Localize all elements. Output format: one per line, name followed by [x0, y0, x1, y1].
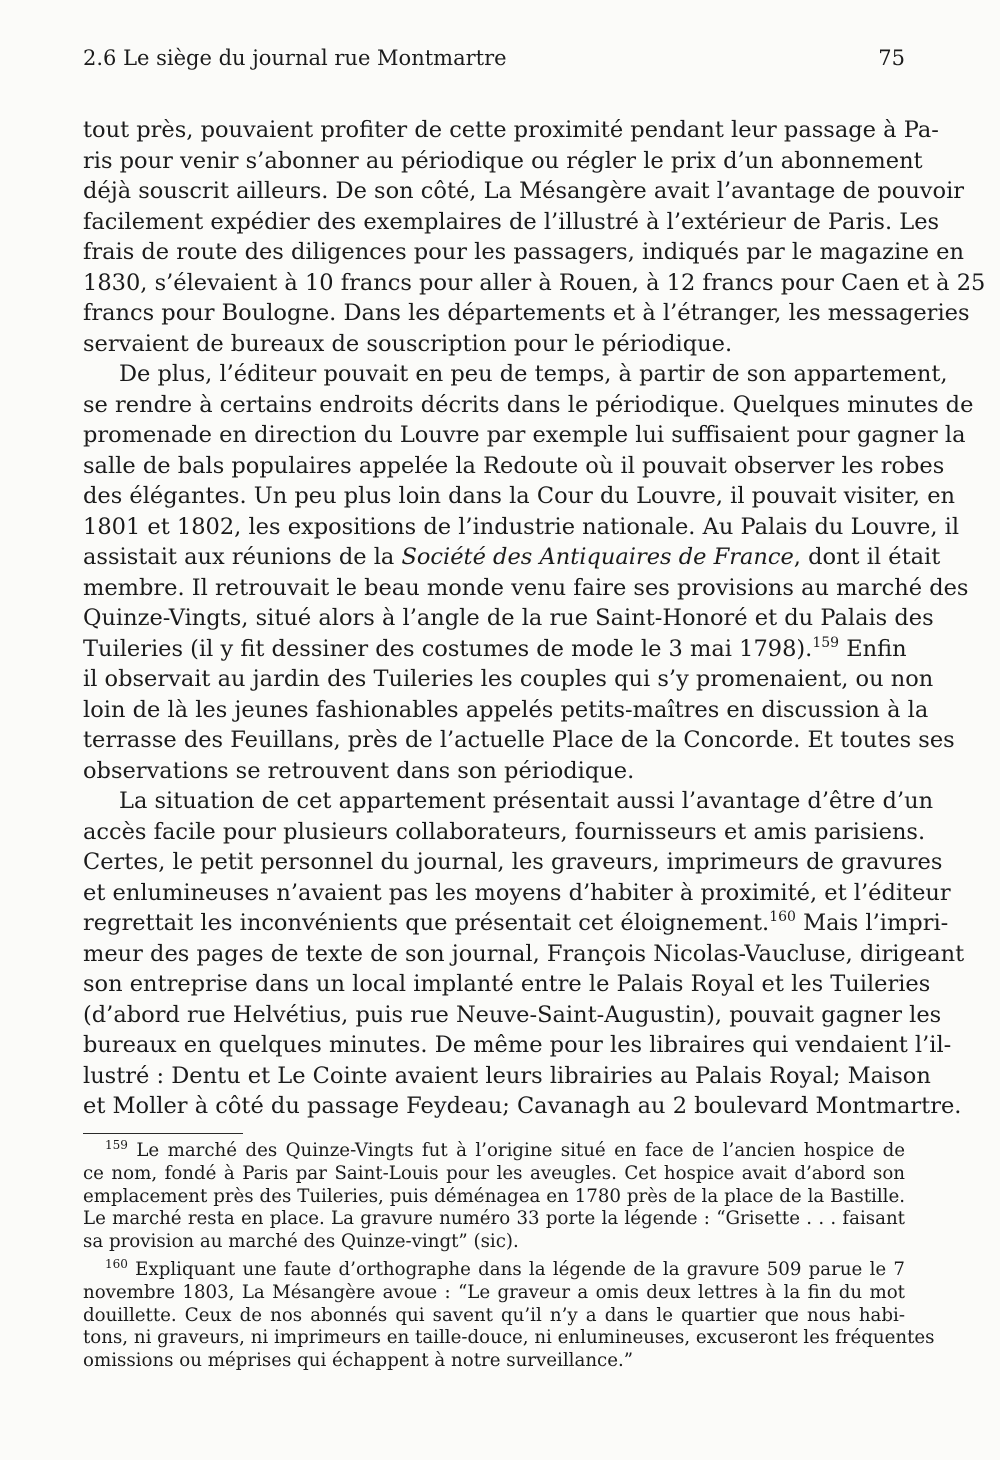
text-line: il observait au jardin des Tuileries les couples qui s’y promenaient, ou non: [83, 666, 934, 692]
text-segment: assistait aux réunions de la: [83, 544, 402, 570]
text-segment: Tuileries (il y fit dessiner des costumes de mode le 3 mai 1798).: [83, 635, 813, 662]
footnote-line: emplacement près des Tuileries, puis déménagea en 1780 près de la place de la Bastille.: [83, 1185, 905, 1207]
footnote-line: [83, 1256, 905, 1282]
text-line: ris pour venir s’abonner au périodique ou régler le prix d’un abonnement: [83, 147, 923, 174]
text-line: et enlumineuses n’avaient pas les moyens d’habiter à proximité, et l’éditeur: [83, 879, 951, 906]
text-line: membre. Il retrouvait le beau monde venu faire ses provisions au marché des: [83, 574, 969, 601]
footnotes: [83, 1138, 935, 1373]
section-title: 2.6 Le siège du journal rue Montmartre: [83, 46, 507, 70]
text-line: [83, 542, 941, 573]
text-segment: Expliquant une faute d’orthographe dans la légende de la gravure 509 parue le 7: [127, 1258, 905, 1280]
text-line: La situation de cet appartement présentait aussi l’avantage d’être d’un: [119, 788, 934, 814]
footnote-number: 159: [105, 1138, 128, 1152]
footnote-line: douillette. Ceux de nos abonnés qui savent qu’il n’y a dans le quartier que nous habi-: [83, 1304, 905, 1326]
text-line: meur des pages de texte de son journal, François Nicolas-Vaucluse, dirigeant: [83, 940, 965, 967]
text-line: et Moller à côté du passage Feydeau; Cavanagh au 2 boulevard Montmartre.: [83, 1093, 962, 1119]
text-line: francs pour Boulogne. Dans les départements et à l’étranger, les messageries: [83, 300, 970, 326]
text-line: frais de route des diligences pour les passagers, indiqués par le magazine en: [83, 239, 964, 265]
text-segment: Mais l’impri-: [795, 910, 949, 936]
text-line: Quinze-Vingts, situé alors à l’angle de la rue Saint-Honoré et du Palais des: [83, 605, 934, 631]
text-segment: Le marché des Quinze-Vingts fut à l’origine situé en face de l’ancien hospice de: [127, 1140, 905, 1161]
text-segment: regrettait les inconvénients que présentait cet éloignement.: [83, 910, 770, 936]
text-line: (d’abord rue Helvétius, puis rue Neuve-Saint-Augustin), pouvait gagner les: [83, 1001, 942, 1028]
footnote-number: 160: [105, 1256, 128, 1271]
text-line: salle de bals populaires appelée la Redoute où il pouvait observer les robes: [83, 452, 945, 479]
italic-society-name: Société des Antiquaires de France: [401, 544, 794, 570]
footnote-ref-160[interactable]: 160: [769, 909, 796, 925]
body-text: [83, 115, 986, 1122]
text-line: 1830, s’élevaient à 10 francs pour aller à Rouen, à 12 francs pour Caen et à 25: [83, 269, 986, 296]
footnote-line: novembre 1803, La Mésangère avoue : “Le graveur a omis deux lettres à la fin du mot: [83, 1281, 905, 1303]
text-line: lustré : Dentu et Le Cointe avaient leurs librairies au Palais Royal; Maison: [83, 1062, 931, 1089]
text-line: son entreprise dans un local implanté entre le Palais Royal et les Tuileries: [83, 971, 931, 997]
text-line: loin de là les jeunes fashionables appelés petits-maîtres en discussion à la: [83, 696, 929, 723]
page-number: 75: [878, 46, 905, 70]
text-line: accès facile pour plusieurs collaborateurs, fournisseurs et amis parisiens.: [83, 818, 926, 845]
text-line: Certes, le petit personnel du journal, les graveurs, imprimeurs de gravures: [83, 849, 943, 875]
text-line: des élégantes. Un peu plus loin dans la Cour du Louvre, il pouvait visiter, en: [83, 483, 956, 509]
footnote-159: [83, 1140, 905, 1254]
footnote-line: tons, ni graveurs, ni imprimeurs en taille-douce, ni enlumineuses, excuseront les fréquentes: [83, 1327, 935, 1349]
footnote-line: ce nom, fondé à Paris par Saint-Louis pour les aveugles. Cet hospice avait d’abord son: [83, 1162, 905, 1184]
text-line: De plus, l’éditeur pouvait en peu de temps, à partir de son appartement,: [119, 361, 948, 387]
text-line: facilement expédier des exemplaires de l’illustré à l’extérieur de Paris. Les: [83, 208, 940, 235]
text-line: terrasse des Feuillans, près de l’actuelle Place de la Concorde. Et toutes ses: [83, 727, 955, 753]
text-line: promenade en direction du Louvre par exemple lui suffisaient pour gagner la: [83, 422, 966, 448]
text-line: se rendre à certains endroits décrits dans le périodique. Quelques minutes de: [83, 391, 974, 418]
footnote-divider: [83, 1133, 243, 1134]
text-line: 1801 et 1802, les expositions de l’industrie nationale. Au Palais du Louvre, il: [83, 513, 960, 540]
text-segment: , dont il était: [793, 544, 941, 570]
footnote-line: [83, 1140, 905, 1163]
footnote-line: omissions ou méprises qui échappent à notre surveillance.”: [83, 1350, 634, 1372]
text-line: servaient de bureaux de souscription pour le périodique.: [83, 330, 733, 357]
text-line: [83, 634, 905, 665]
text-line: déjà souscrit ailleurs. De son côté, La Mésangère avait l’avantage de pouvoir: [83, 178, 965, 204]
running-head: [83, 44, 905, 72]
footnote-ref-159[interactable]: 159: [812, 634, 840, 651]
footnote-line: Le marché resta en place. La gravure numéro 33 porte la légende : “Grisette . . . faisant: [83, 1208, 905, 1230]
footnote-160: [83, 1256, 935, 1373]
text-line: [83, 908, 949, 939]
text-line: tout près, pouvaient profiter de cette proximité pendant leur passage à Pa-: [83, 117, 939, 143]
text-line: bureaux en quelques minutes. De même pour les libraires qui vendaient l’il-: [83, 1032, 952, 1058]
text-line: observations se retrouvent dans son périodique.: [83, 757, 635, 784]
text-segment: Enfin: [839, 635, 907, 662]
footnote-line: sa provision au marché des Quinze-vingt” (sic).: [83, 1231, 519, 1253]
